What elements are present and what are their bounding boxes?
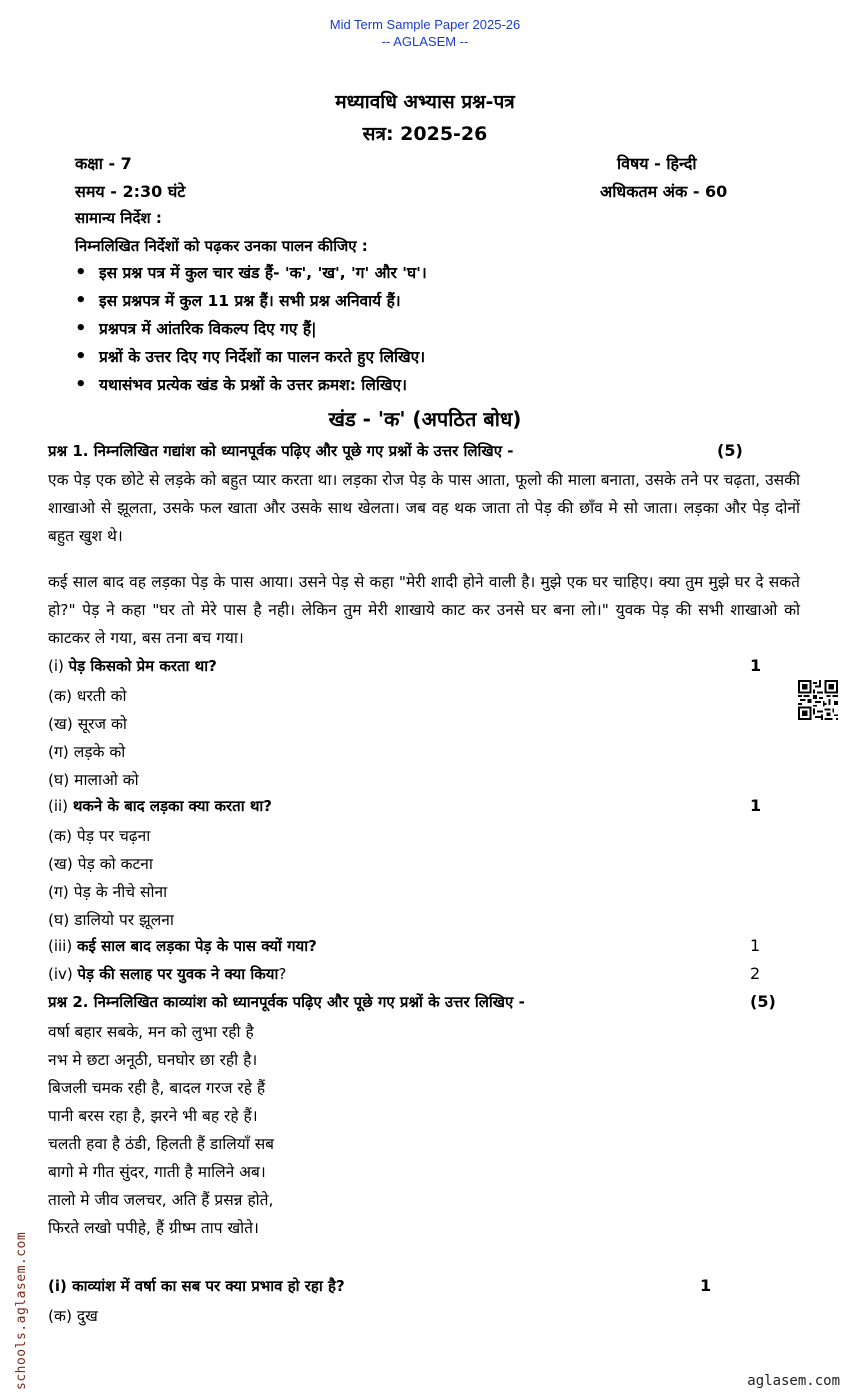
q2-marks: (5) — [750, 992, 776, 1011]
q1-sub-4-number: (iv) — [48, 965, 73, 983]
q2-label: प्रश्न 2. निम्नलिखित काव्यांश को ध्यानपूर्वक पढ़िए और पूछे गए प्रश्नों के उत्तर लिखिए - — [48, 993, 525, 1011]
q2-poem-line: वर्षा बहार सबके, मन को लुभा रही है — [48, 1023, 254, 1041]
q1-passage-paragraph-1: एक पेड़ एक छोटे से लड़के को बहुत प्यार करता था। लड़का रोज पेड़ के पास आता, फूलो की माला बनाता, उसके तने पर चढ़ता, उसकी शाखाओ से झूलता, उसके फल खाता और उसके साथ खेलता। जब वह थक जाता तो पेड़ की छाँव मे सो जाता। लड़का और पेड़ दोनों बहुत खुश थे। — [48, 471, 800, 545]
q1-passage-paragraph-2: कई साल बाद वह लड़का पेड़ के पास आया। उसने पेड़ से कहा "मेरी शादी होने वाली है। मुझे एक घर चाहिए। क्या तुम मुझे घर दे सकते हो?" पेड़ ने कहा "घर तो मेरे पास है नही। लेकिन तुम मेरी शाखाये काट कर उनसे घर बना लो।" युवक पेड़ की सभी शाखाओ को काटकर ले गया, बस तना बच गया। — [48, 573, 800, 647]
instruction-item: • इस प्रश्न पत्र में कुल चार खंड हैं- 'क', 'ख', 'ग' और 'घ'। — [75, 259, 427, 287]
q2-poem-line: बागो मे गीत सुंदर, गाती है मालिने अब। — [48, 1163, 266, 1181]
time-label: समय - 2:30 घंटे — [75, 182, 186, 201]
q1-sub-4-text: पेड़ की सलाह पर युवक ने क्या किया — [77, 965, 279, 983]
instruction-item: • यथासंभव प्रत्येक खंड के प्रश्नों के उत्तर क्रमश: लिखिए। — [75, 371, 427, 399]
q1-sub-1-option: (घ) मालाओ को — [48, 771, 139, 789]
q1-sub-3-text: कई साल बाद लड़का पेड़ के पास क्यों गया? — [77, 937, 317, 955]
instruction-item: • प्रश्नपत्र में आंतरिक विकल्प दिए गए हैं| — [75, 315, 427, 343]
instructions-heading: सामान्य निर्देश : — [75, 209, 162, 227]
q1-sub-2-option: (ख) पेड़ को कटना — [48, 855, 153, 873]
q1-marks: (5) — [717, 441, 743, 460]
q2-sub-1-marks: 1 — [700, 1276, 712, 1295]
q1-sub-1-number: (i) — [48, 657, 64, 675]
q1-sub-2-option: (क) पेड़ पर चढ़ना — [48, 827, 151, 845]
class-label: कक्षा - 7 — [75, 154, 132, 173]
footer-watermark: aglasem.com — [747, 1373, 840, 1389]
q1-label: प्रश्न 1. निम्नलिखित गद्यांश को ध्यानपूर्वक पढ़िए और पूछे गए प्रश्नों के उत्तर लिखिए - — [48, 442, 514, 460]
q1-sub-2-number: (ii) — [48, 797, 69, 815]
header-line-2: -- AGLASEM -- — [381, 34, 469, 49]
instructions-subheading: निम्नलिखित निर्देशों को पढ़कर उनका पालन कीजिए : — [75, 237, 368, 255]
q1-sub-3-marks: 1 — [750, 936, 761, 955]
q2-sub-1-option: (क) दुख — [48, 1307, 98, 1325]
q2-poem-line: तालो मे जीव जलचर, अति हैं प्रसन्न होते, — [48, 1191, 274, 1209]
q1-sub-3 — [48, 936, 317, 956]
q1-sub-4-marks: 2 — [750, 964, 761, 983]
instruction-item: • इस प्रश्नपत्र में कुल 11 प्रश्न हैं। सभी प्रश्न अनिवार्य हैं। — [75, 287, 427, 315]
q1-sub-1-option: (ग) लड़के को — [48, 743, 126, 761]
q1-sub-1-marks: 1 — [750, 656, 762, 675]
instruction-item: • प्रश्नों के उत्तर दिए गए निर्देशों का पालन करते हुए लिखिए। — [75, 343, 427, 371]
q1-sub-1-option: (ख) सूरज को — [48, 715, 127, 733]
q1-sub-2-text: थकने के बाद लड़का क्या करता था? — [72, 797, 272, 815]
paper-title: मध्यावधि अभ्यास प्रश्न-पत्र — [335, 91, 515, 113]
subject-label: विषय - हिन्दी — [617, 154, 697, 173]
q1-sub-2 — [48, 796, 272, 816]
session-label: सत्र: 2025-26 — [362, 123, 488, 145]
side-watermark: schools.aglasem.com — [14, 1231, 29, 1390]
q2-poem-line: चलती हवा है ठंडी, हिलती हैं डालियाँ सब — [48, 1135, 275, 1153]
q1-sub-2-option: (घ) डालियो पर झूलना — [48, 911, 174, 929]
q2-sub-1-text: (i) काव्यांश में वर्षा का सब पर क्या प्रभाव हो रहा है? — [48, 1277, 345, 1295]
max-marks-label: अधिकतम अंक - 60 — [600, 182, 728, 201]
q1-sub-1-option: (क) धरती को — [48, 687, 127, 705]
q2-poem-line: बिजली चमक रही है, बादल गरज रहे हैं — [48, 1079, 266, 1097]
q1-sub-2-marks: 1 — [750, 796, 762, 815]
q2-poem-line: पानी बरस रहा है, झरने भी बह रहे हैं। — [48, 1107, 258, 1125]
qr-code-icon — [798, 680, 838, 720]
q1-sub-1-text: पेड़ किसको प्रेम करता था? — [68, 657, 217, 675]
q1-sub-4 — [48, 964, 286, 984]
q1-sub-2-option: (ग) पेड़ के नीचे सोना — [48, 883, 168, 901]
q1-sub-1 — [48, 656, 217, 676]
q1-sub-3-number: (iii) — [48, 937, 73, 955]
q2-poem-line: नभ मे छटा अनूठी, घनघोर छा रही है। — [48, 1051, 258, 1069]
q2-poem-line: फिरते लखो पपीहे, हैं ग्रीष्म ताप खोते। — [48, 1219, 259, 1237]
q1-sub-4-tail: ? — [278, 965, 287, 983]
section-a-heading: खंड - 'क' (अपठित बोध) — [328, 407, 522, 431]
instructions-list — [75, 259, 427, 399]
header-line-1: Mid Term Sample Paper 2025-26 — [329, 17, 521, 32]
